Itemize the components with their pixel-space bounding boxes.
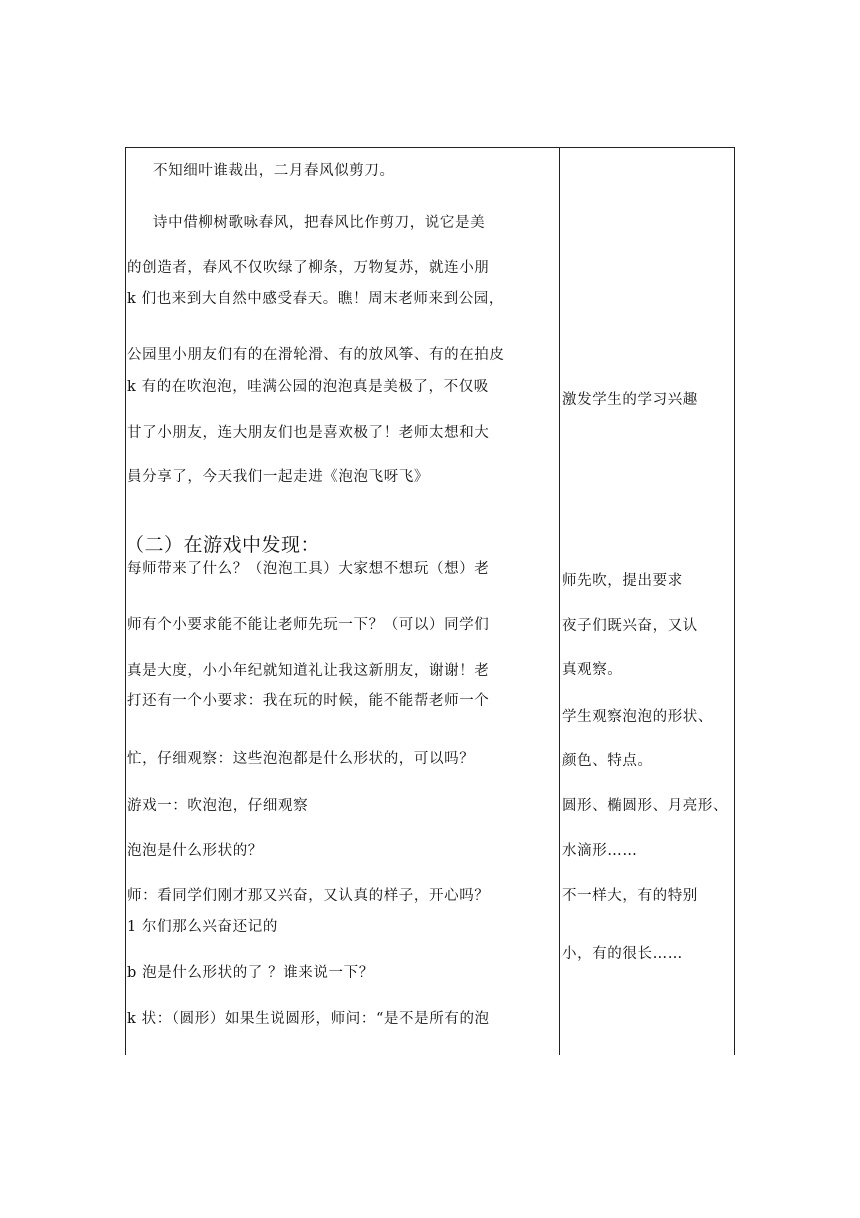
body-line: k 有的在吹泡泡，哇满公园的泡泡真是美极了，不仅吸: [127, 379, 489, 395]
side-note: 不一样大，有的特别: [562, 888, 698, 904]
table-left-border: [125, 147, 126, 1055]
body-line: 忙，仔细观察：这些泡泡都是什么形状的，可以吗？: [127, 751, 475, 767]
poem-line: 不知细叶谁裁出，二月春风似剪刀。: [153, 163, 395, 179]
side-note: 师先吹，提出要求: [562, 573, 683, 589]
body-line: k 状：（圆形）如果生说圆形，师问：“是不是所有的泡: [127, 1011, 490, 1027]
side-note: 圆形、椭圆形、月亮形、: [562, 798, 729, 814]
body-line: 的创造者，春风不仅吹绿了柳条，万物复苏，就连小朋: [127, 260, 490, 276]
table-top-border: [125, 147, 735, 148]
body-line: b 泡是什么形状的了 ？谁来说一下？: [127, 965, 374, 981]
table-right-border: [734, 147, 735, 1055]
body-line: 泡泡是什么形状的？: [127, 843, 263, 859]
table-column-divider: [559, 147, 560, 1055]
side-note: 水滴形……: [562, 843, 638, 859]
body-line: 每师带来了什么？（泡泡工具）大家想不想玩（想）老: [127, 561, 490, 577]
body-line: 游戏一：吹泡泡，仔细观察: [127, 798, 309, 814]
body-line: 甘了小朋友，连大朋友们也是喜欢极了！老师太想和大: [127, 425, 490, 441]
body-line: 真是大度，小小年纪就知道礼让我这新朋友，谢谢！老: [127, 663, 490, 679]
section-heading: （二）在游戏中发现：: [125, 534, 321, 556]
side-note: 夜子们既兴奋，又认: [562, 618, 698, 634]
side-note: 学生观察泡泡的形状、: [562, 709, 713, 725]
side-note: 小，有的很长……: [562, 946, 683, 962]
body-line: 員分享了，今天我们一起走进《泡泡飞呀飞》: [127, 469, 429, 485]
body-line: 公园里小朋友们有的在滑轮滑、有的放风筝、有的在拍皮: [127, 347, 505, 363]
body-line: 师有个小要求能不能让老师先玩一下？（可以）同学们: [127, 617, 490, 633]
body-line: 师：看同学们刚才那又兴奋，又认真的样子，开心吗？: [127, 888, 490, 904]
body-line: 诗中借柳树歌咏春风，把春风比作剪刀，说它是美: [153, 215, 486, 231]
side-note: 真观察。: [562, 662, 623, 678]
side-note: 激发学生的学习兴趣: [562, 392, 698, 408]
body-line: 打还有一个小要求：我在玩的时候，能不能帮老师一个: [127, 693, 490, 709]
body-line: k 们也来到大自然中感受春天。瞧！周末老师来到公园，: [127, 291, 504, 307]
body-line: 1 尔们那么兴奋还记的: [127, 919, 278, 935]
side-note: 颜色、特点。: [562, 753, 653, 769]
